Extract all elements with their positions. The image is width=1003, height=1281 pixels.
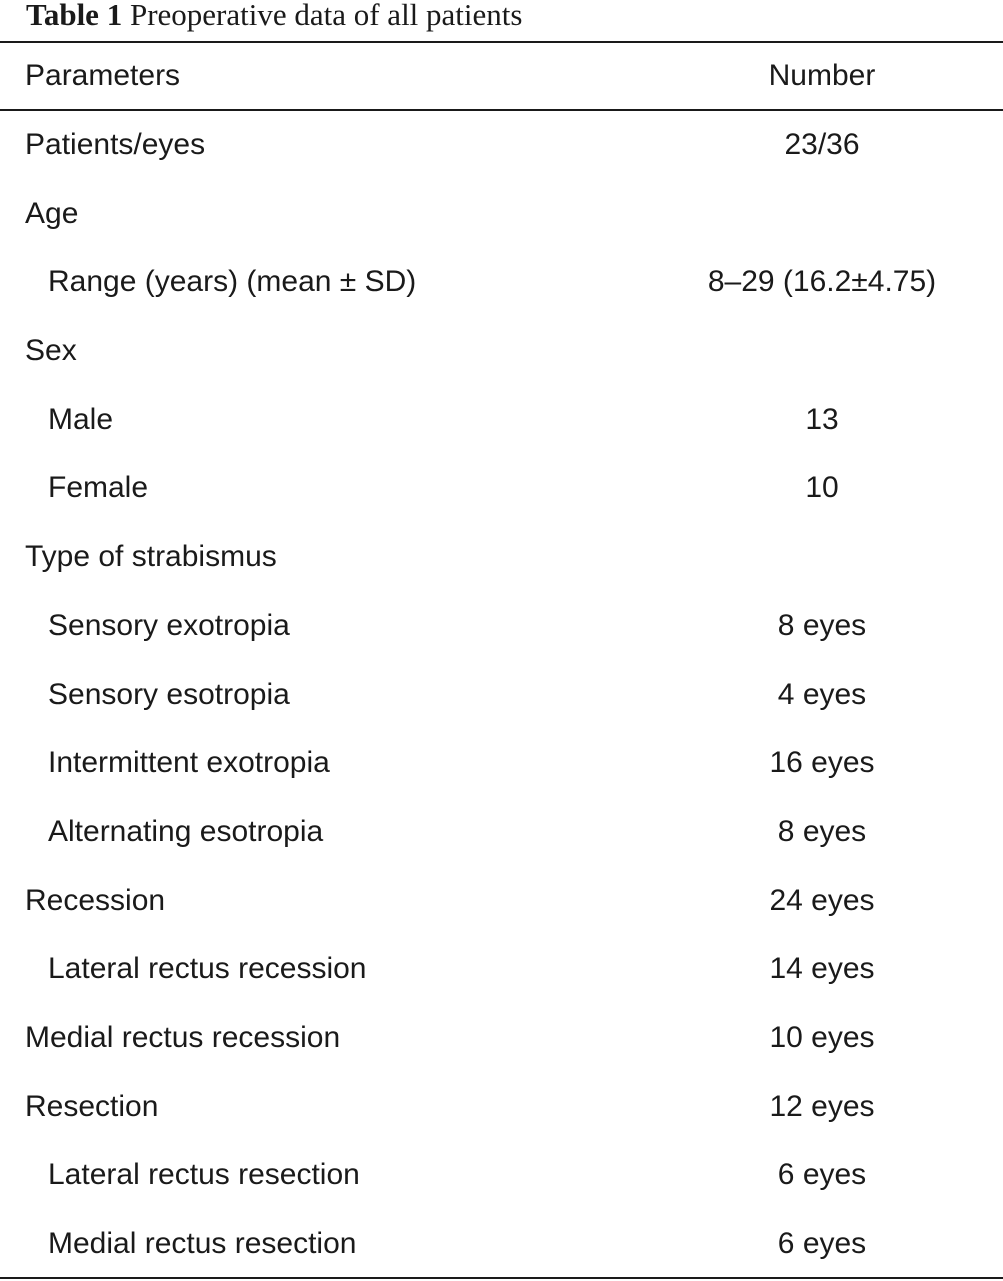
table-row — [0, 661, 1003, 730]
row-parameter: Lateral rectus resection — [48, 1158, 360, 1192]
row-number — [642, 180, 1002, 249]
table-row — [0, 454, 1003, 523]
table-row — [0, 1141, 1003, 1210]
row-parameter: Patients/eyes — [25, 128, 206, 161]
row-parameter: Age — [25, 196, 79, 230]
row-number: 8 eyes — [777, 814, 867, 848]
row-parameter: Type of strabismus — [25, 540, 277, 574]
table-body — [0, 111, 1003, 1279]
row-number: 10 — [805, 471, 839, 505]
table-row — [0, 180, 1003, 249]
row-parameter: Sensory exotropia — [48, 608, 290, 642]
table-row — [0, 592, 1003, 661]
row-number: 4 eyes — [777, 677, 867, 711]
table-caption-label: Table 1 — [26, 0, 123, 32]
table-row — [0, 729, 1003, 798]
row-number: 13 — [805, 402, 839, 436]
table-row — [0, 248, 1003, 317]
row-number: 8 eyes — [777, 608, 867, 642]
header-number: Number — [768, 59, 876, 92]
row-parameter: Male — [48, 402, 114, 436]
table-caption-text: Preoperative data of all patients — [129, 0, 523, 32]
row-number: 16 eyes — [769, 746, 875, 780]
row-number: 14 eyes — [769, 952, 875, 986]
row-number: 6 eyes — [777, 1227, 867, 1260]
row-parameter: Female — [48, 471, 149, 505]
table-row — [0, 523, 1003, 592]
row-number: 24 eyes — [769, 883, 875, 917]
row-parameter: Medial rectus recession — [25, 1020, 341, 1054]
table-row — [0, 867, 1003, 936]
row-parameter: Intermittent exotropia — [48, 746, 330, 780]
row-parameter: Recession — [25, 883, 166, 917]
row-parameter: Medial rectus resection — [48, 1227, 357, 1260]
table-row — [0, 935, 1003, 1004]
table-caption — [26, 0, 522, 34]
header-parameters: Parameters — [25, 59, 181, 92]
row-parameter: Sensory esotropia — [48, 677, 290, 711]
row-number: 10 eyes — [769, 1020, 875, 1054]
table-row — [0, 1073, 1003, 1142]
row-number: 12 eyes — [769, 1089, 875, 1123]
row-parameter: Lateral rectus recession — [48, 952, 367, 986]
row-number: 8–29 (16.2±4.75) — [707, 265, 937, 299]
row-parameter: Alternating esotropia — [48, 814, 324, 848]
row-parameter: Range (years) (mean ± SD) — [48, 265, 417, 299]
row-number: 6 eyes — [777, 1158, 867, 1192]
table-row — [0, 1004, 1003, 1073]
row-parameter: Resection — [25, 1089, 159, 1123]
table-row — [0, 317, 1003, 386]
row-number: 23/36 — [784, 128, 860, 161]
table-row — [0, 386, 1003, 455]
row-parameter: Sex — [25, 334, 77, 368]
row-number — [642, 523, 1002, 592]
table-row — [0, 798, 1003, 867]
row-number — [642, 317, 1002, 386]
table-header-row — [0, 43, 1003, 109]
table-row — [0, 1210, 1003, 1279]
table-bottom-rule — [0, 1277, 1003, 1279]
table-row — [0, 111, 1003, 180]
